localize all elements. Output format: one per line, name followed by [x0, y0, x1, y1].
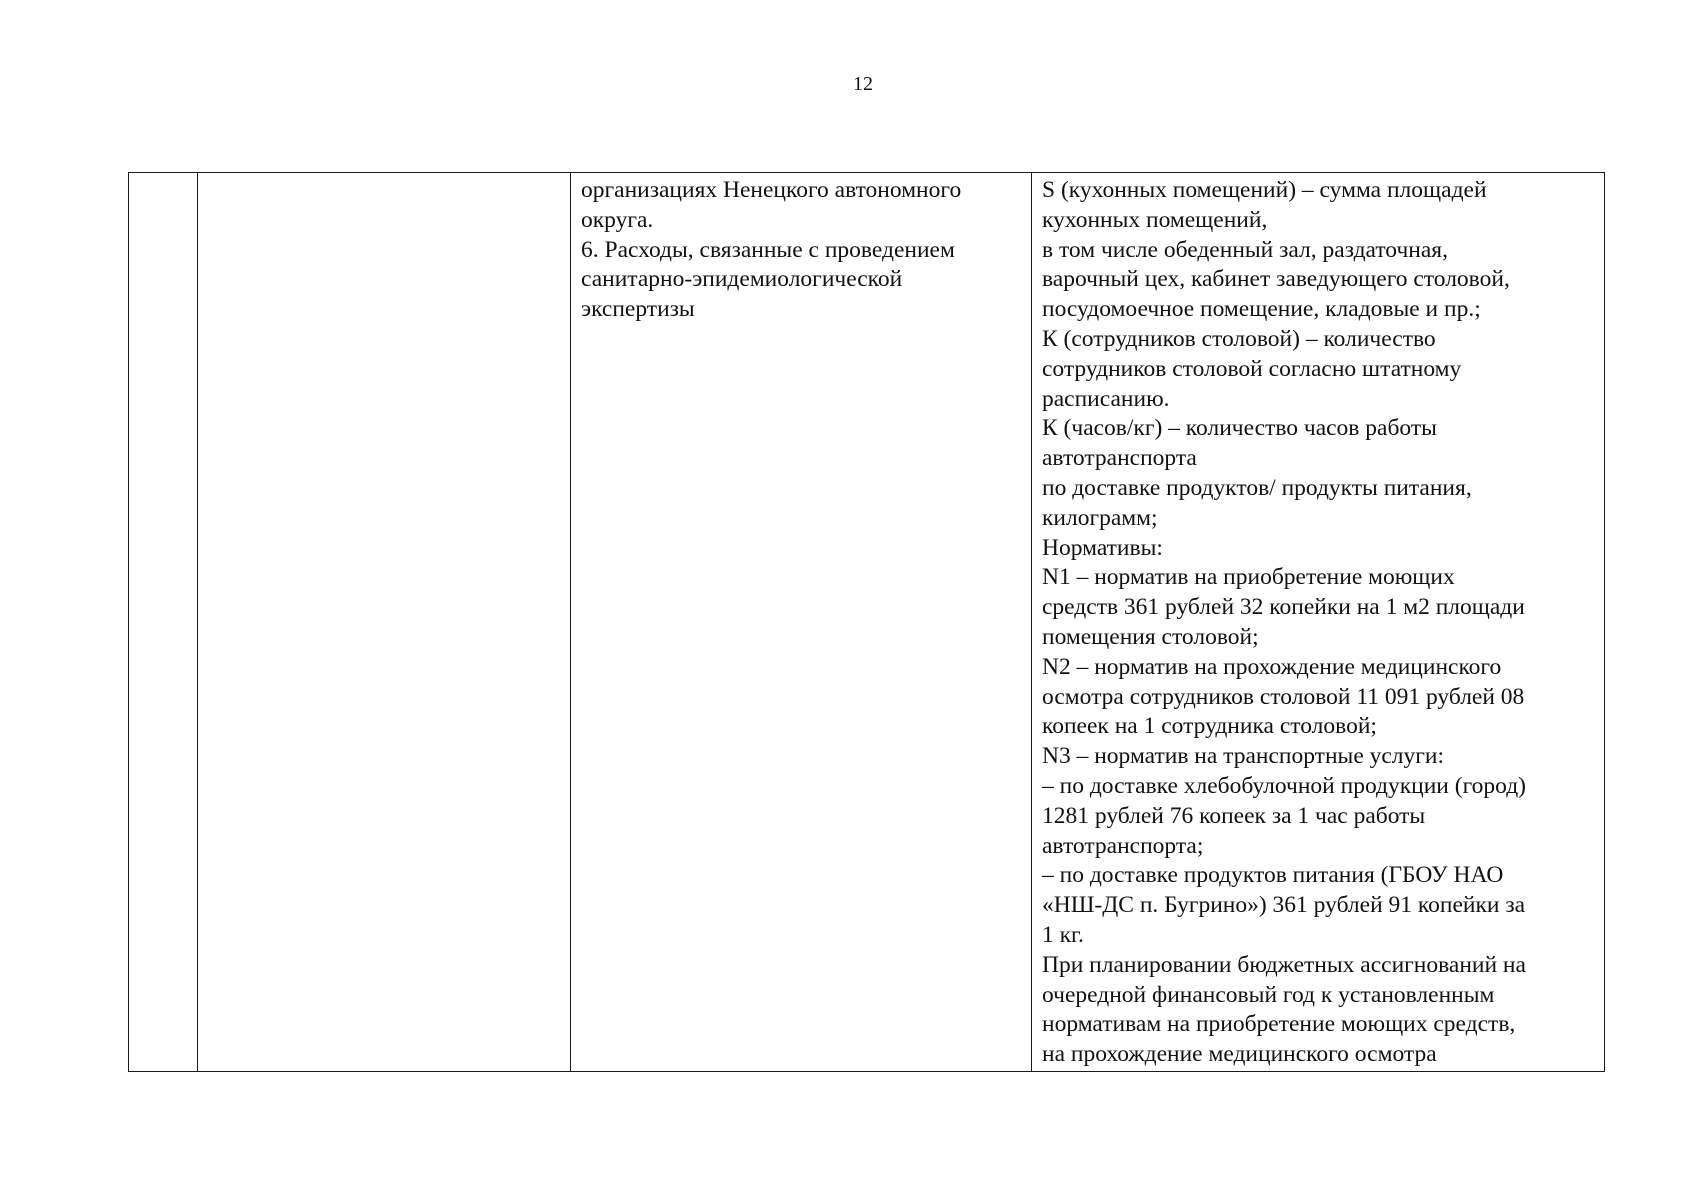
text-line: помещения столовой;: [1042, 623, 1259, 650]
formula-description-text: [1032, 173, 1604, 1070]
table-row: [129, 173, 1605, 1072]
text-line: на прохождение медицинского осмотра: [1042, 1041, 1437, 1068]
document-table: [128, 172, 1605, 1072]
table-cell-expense-description: [571, 173, 1032, 1072]
text-line: кухонных помещений,: [1042, 206, 1268, 233]
text-line: – по доставке хлебобулочной продукции (город): [1042, 772, 1526, 799]
text-line: S (кухонных помещений) – сумма площадей: [1042, 177, 1487, 203]
table-cell-formula-description: [1032, 173, 1605, 1072]
expense-description-text: [571, 173, 1031, 325]
text-line: копеек на 1 сотрудника столовой;: [1042, 713, 1377, 740]
page-number: 12: [853, 73, 873, 95]
text-line: организациях Ненецкого автономного: [581, 177, 962, 203]
text-line: Нормативы:: [1042, 534, 1163, 561]
text-line: N3 – норматив на транспортные услуги:: [1042, 743, 1445, 770]
text-line: автотранспорта;: [1042, 832, 1204, 859]
text-line: средств 361 рублей 32 копейки на 1 м2 площади: [1042, 594, 1525, 621]
text-line: нормативам на приобретение моющих средств,: [1042, 1011, 1516, 1038]
text-line: 6. Расходы, связанные с проведением: [581, 236, 955, 263]
text-line: При планировании бюджетных ассигнований на: [1042, 951, 1526, 978]
text-line: очередной финансовый год к установленным: [1042, 981, 1495, 1008]
text-line: автотранспорта: [1042, 445, 1197, 472]
text-line: посудомоечное помещение, кладовые и пр.;: [1042, 296, 1481, 323]
text-line: округа.: [581, 206, 654, 233]
text-line: по доставке продуктов/ продукты питания,: [1042, 474, 1472, 501]
table-cell-name: [198, 173, 571, 1072]
text-line: К (сотрудников столовой) – количество: [1042, 325, 1436, 352]
table-cell-number: [129, 173, 198, 1072]
text-line: осмотра сотрудников столовой 11 091 рублей 08: [1042, 683, 1525, 710]
text-line: 1 кг.: [1042, 921, 1084, 948]
text-line: экспертизы: [581, 296, 695, 323]
text-line: N1 – норматив на приобретение моющих: [1042, 564, 1455, 591]
text-line: килограмм;: [1042, 504, 1158, 531]
text-line: К (часов/кг) – количество часов работы: [1042, 415, 1437, 442]
text-line: в том числе обеденный зал, раздаточная,: [1042, 236, 1448, 263]
text-line: – по доставке продуктов питания (ГБОУ НАО: [1042, 862, 1504, 889]
text-line: расписанию.: [1042, 385, 1170, 412]
text-line: санитарно-эпидемиологической: [581, 266, 903, 293]
text-line: N2 – норматив на прохождение медицинского: [1042, 653, 1502, 680]
text-line: «НШ-ДС п. Бугрино») 361 рублей 91 копейки за: [1042, 892, 1526, 919]
text-line: сотрудников столовой согласно штатному: [1042, 355, 1462, 382]
text-line: 1281 рублей 76 копеек за 1 час работы: [1042, 802, 1426, 829]
text-line: варочный цех, кабинет заведующего столовой,: [1042, 266, 1510, 293]
